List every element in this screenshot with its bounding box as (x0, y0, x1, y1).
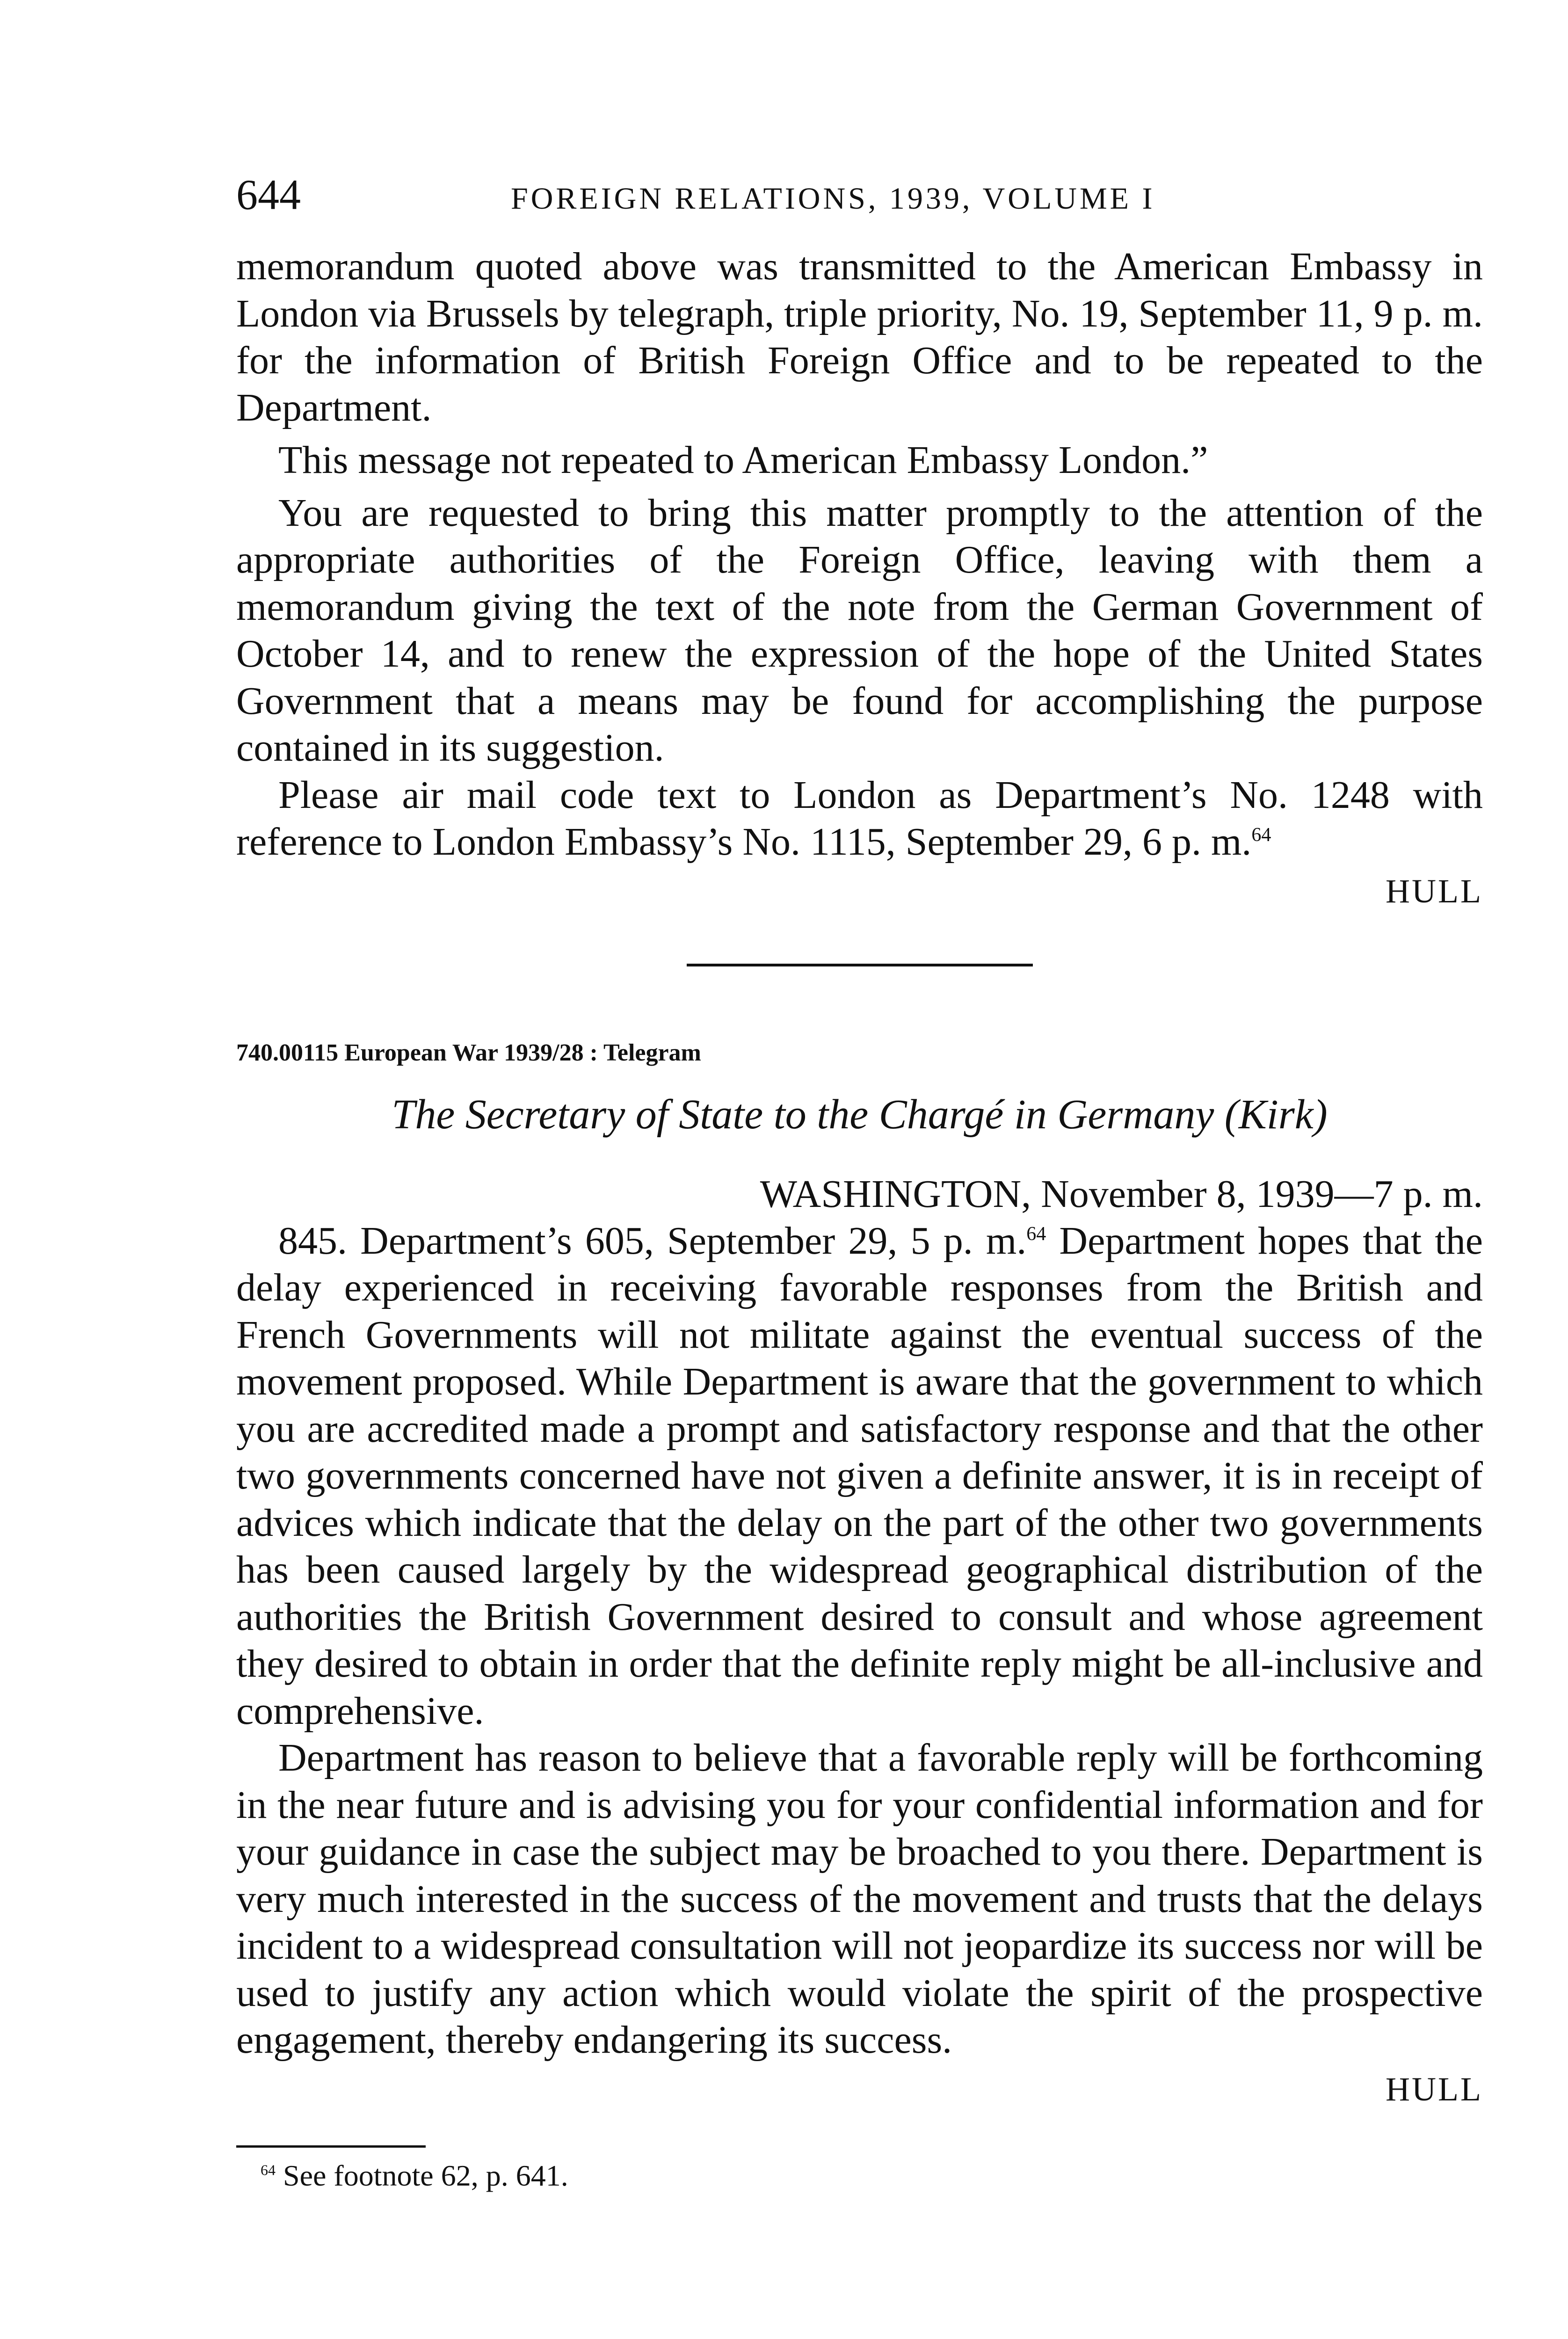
document-heading: The Secretary of State to the Chargé in Germany (Kirk) (392, 1091, 1328, 1138)
footnote-text: See footnote 62, p. 641. (283, 2158, 568, 2192)
footnote-reference: 64 (1026, 1223, 1046, 1245)
footnote-number: 64 (261, 2161, 276, 2179)
document-page (236, 173, 1483, 2194)
paragraph (236, 772, 1483, 866)
paragraph: This message not repeated to American Embassy London.” (278, 438, 1208, 482)
section-divider (687, 964, 1033, 966)
footnote-reference: 64 (1251, 824, 1271, 846)
signature: HULL (1386, 872, 1483, 910)
paragraph-text: Department hopes that the delay experienced in receiving favorable responses from the British and French Governments will not militate against the eventual success of the movement proposed. While Department is aware that the government to which you are accredited made a prompt and satisfactory response and that the other two governments concerned have not given a definite answer, it is in receipt of advices which indicate that the delay on the part of the other two governments has been caused largely by the widespread geographical distribution of the authorities the British Government desired to consult and whose agreement they desired to obtain in order that the definite reply might be all-inclusive and comprehensive. (236, 1219, 1483, 1733)
file-reference: 740.00115 European War 1939/28 : Telegram (236, 1039, 701, 1066)
footnote (261, 2157, 1483, 2194)
dateline: WASHINGTON, November 8, 1939—7 p. m. (760, 1172, 1483, 1216)
paragraph: Department has reason to believe that a favorable reply will be forthcoming in the near future and is advising you for your confidential information and for your guidance in case the subject may be broached to you there. Department is very much interested in the success of the movement and trusts that the delays incident to a widespread consultation will not jeopardize its success nor will be used to justify any action which would violate the spirit of the prospective engagement, thereby endangering its success. (236, 1736, 1483, 2062)
paragraph (236, 1218, 1483, 1735)
paragraph: You are requested to bring this matter promptly to the attention of the appropriate authorities of the Foreign Office, leaving with them a memorandum giving the text of the note from the German Government of October 14, and to renew the expression of the hope of the United States Government that a means may be found for accomplishing the purpose contained in its suggestion. (236, 491, 1483, 770)
paragraph: memorandum quoted above was transmitted to the American Embassy in London via Brussels by telegraph, triple priority, No. 19, September 11, 9 p. m. for the information of British Foreign Office and to be repeated to the Department. (236, 245, 1483, 429)
paragraph-text: Please air mail code text to London as Department’s No. 1248 with reference to London Embassy’s No. 1115, September 29, 6 p. m. (236, 773, 1483, 864)
signature: HULL (1386, 2070, 1483, 2108)
running-title: FOREIGN RELATIONS, 1939, VOLUME I (511, 182, 1155, 216)
paragraph-lead: 845. Department’s 605, September 29, 5 p. m. (278, 1219, 1027, 1263)
running-header (236, 173, 1483, 225)
page-number: 644 (236, 171, 301, 218)
second-document (236, 1039, 1483, 2113)
first-document (236, 243, 1483, 915)
footnote-divider (236, 2145, 426, 2148)
